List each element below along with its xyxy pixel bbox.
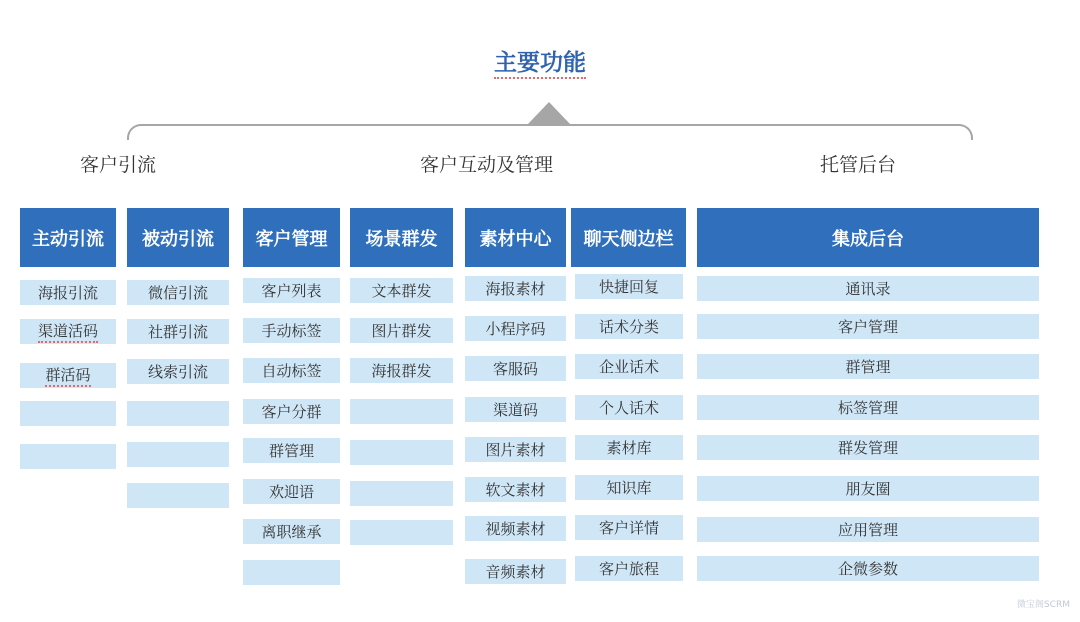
list-item: 素材库	[575, 435, 683, 460]
list-item: 应用管理	[697, 517, 1039, 542]
column-material-center	[465, 208, 566, 581]
list-item	[350, 520, 453, 545]
list-item: 群发管理	[697, 435, 1039, 460]
list-item: 视频素材	[465, 516, 566, 541]
list-item: 客户旅程	[575, 556, 683, 581]
column-header: 集成后台	[697, 208, 1039, 267]
list-item: 朋友圈	[697, 476, 1039, 501]
column-active-acquisition	[20, 208, 116, 384]
list-item	[243, 560, 340, 585]
list-item: 客户管理	[697, 314, 1039, 339]
list-item: 海报引流	[20, 280, 116, 305]
list-item: 离职继承	[243, 519, 340, 544]
list-item: 文本群发	[350, 278, 453, 303]
column-header: 聊天侧边栏	[571, 208, 686, 267]
list-item	[350, 481, 453, 506]
list-item: 微信引流	[127, 280, 229, 305]
list-item	[350, 399, 453, 424]
list-item	[20, 444, 116, 469]
group-label-acquisition: 客户引流	[80, 154, 157, 176]
list-item: 企业话术	[575, 354, 683, 379]
pointer-triangle	[528, 102, 570, 124]
list-item	[127, 483, 229, 508]
column-integrated-backend	[697, 208, 1039, 578]
watermark: 微宝阁SCRM	[1016, 600, 1070, 610]
list-item: 客户详情	[575, 515, 683, 540]
list-item: 海报群发	[350, 358, 453, 383]
list-item: 群活码	[20, 363, 116, 388]
list-item: 小程序码	[465, 316, 566, 341]
group-label-interaction: 客户互动及管理	[420, 154, 554, 176]
column-customer-management	[243, 208, 340, 541]
list-item: 企微参数	[697, 556, 1039, 581]
column-header: 场景群发	[350, 208, 453, 267]
list-item: 客户列表	[243, 278, 340, 303]
list-item: 通讯录	[697, 276, 1039, 301]
column-header: 被动引流	[127, 208, 229, 267]
list-item: 渠道活码	[20, 319, 116, 344]
list-item: 线索引流	[127, 359, 229, 384]
list-item: 手动标签	[243, 318, 340, 343]
list-item: 自动标签	[243, 358, 340, 383]
list-item: 音频素材	[465, 559, 566, 584]
list-item	[127, 401, 229, 426]
group-bracket	[127, 124, 973, 140]
list-item	[20, 401, 116, 426]
list-item: 欢迎语	[243, 479, 340, 504]
list-item	[127, 442, 229, 467]
list-item	[350, 440, 453, 465]
list-item: 海报素材	[465, 276, 566, 301]
column-scenario-broadcast	[350, 208, 453, 380]
list-item: 快捷回复	[575, 274, 683, 299]
list-item: 图片群发	[350, 318, 453, 343]
list-item: 标签管理	[697, 395, 1039, 420]
list-item: 个人话术	[575, 395, 683, 420]
list-item: 话术分类	[575, 314, 683, 339]
column-header: 主动引流	[20, 208, 116, 267]
group-label-backend: 托管后台	[820, 154, 897, 176]
list-item: 渠道码	[465, 397, 566, 422]
list-item: 客户分群	[243, 399, 340, 424]
diagram-title: 主要功能	[0, 44, 1080, 77]
list-item: 软文素材	[465, 477, 566, 502]
column-passive-acquisition	[127, 208, 229, 381]
column-header: 客户管理	[243, 208, 340, 267]
list-item: 群管理	[697, 354, 1039, 379]
list-item: 图片素材	[465, 437, 566, 462]
list-item: 知识库	[575, 475, 683, 500]
column-chat-sidebar	[571, 208, 686, 578]
list-item: 社群引流	[127, 319, 229, 344]
list-item: 客服码	[465, 356, 566, 381]
list-item: 群管理	[243, 438, 340, 463]
column-header: 素材中心	[465, 208, 566, 267]
